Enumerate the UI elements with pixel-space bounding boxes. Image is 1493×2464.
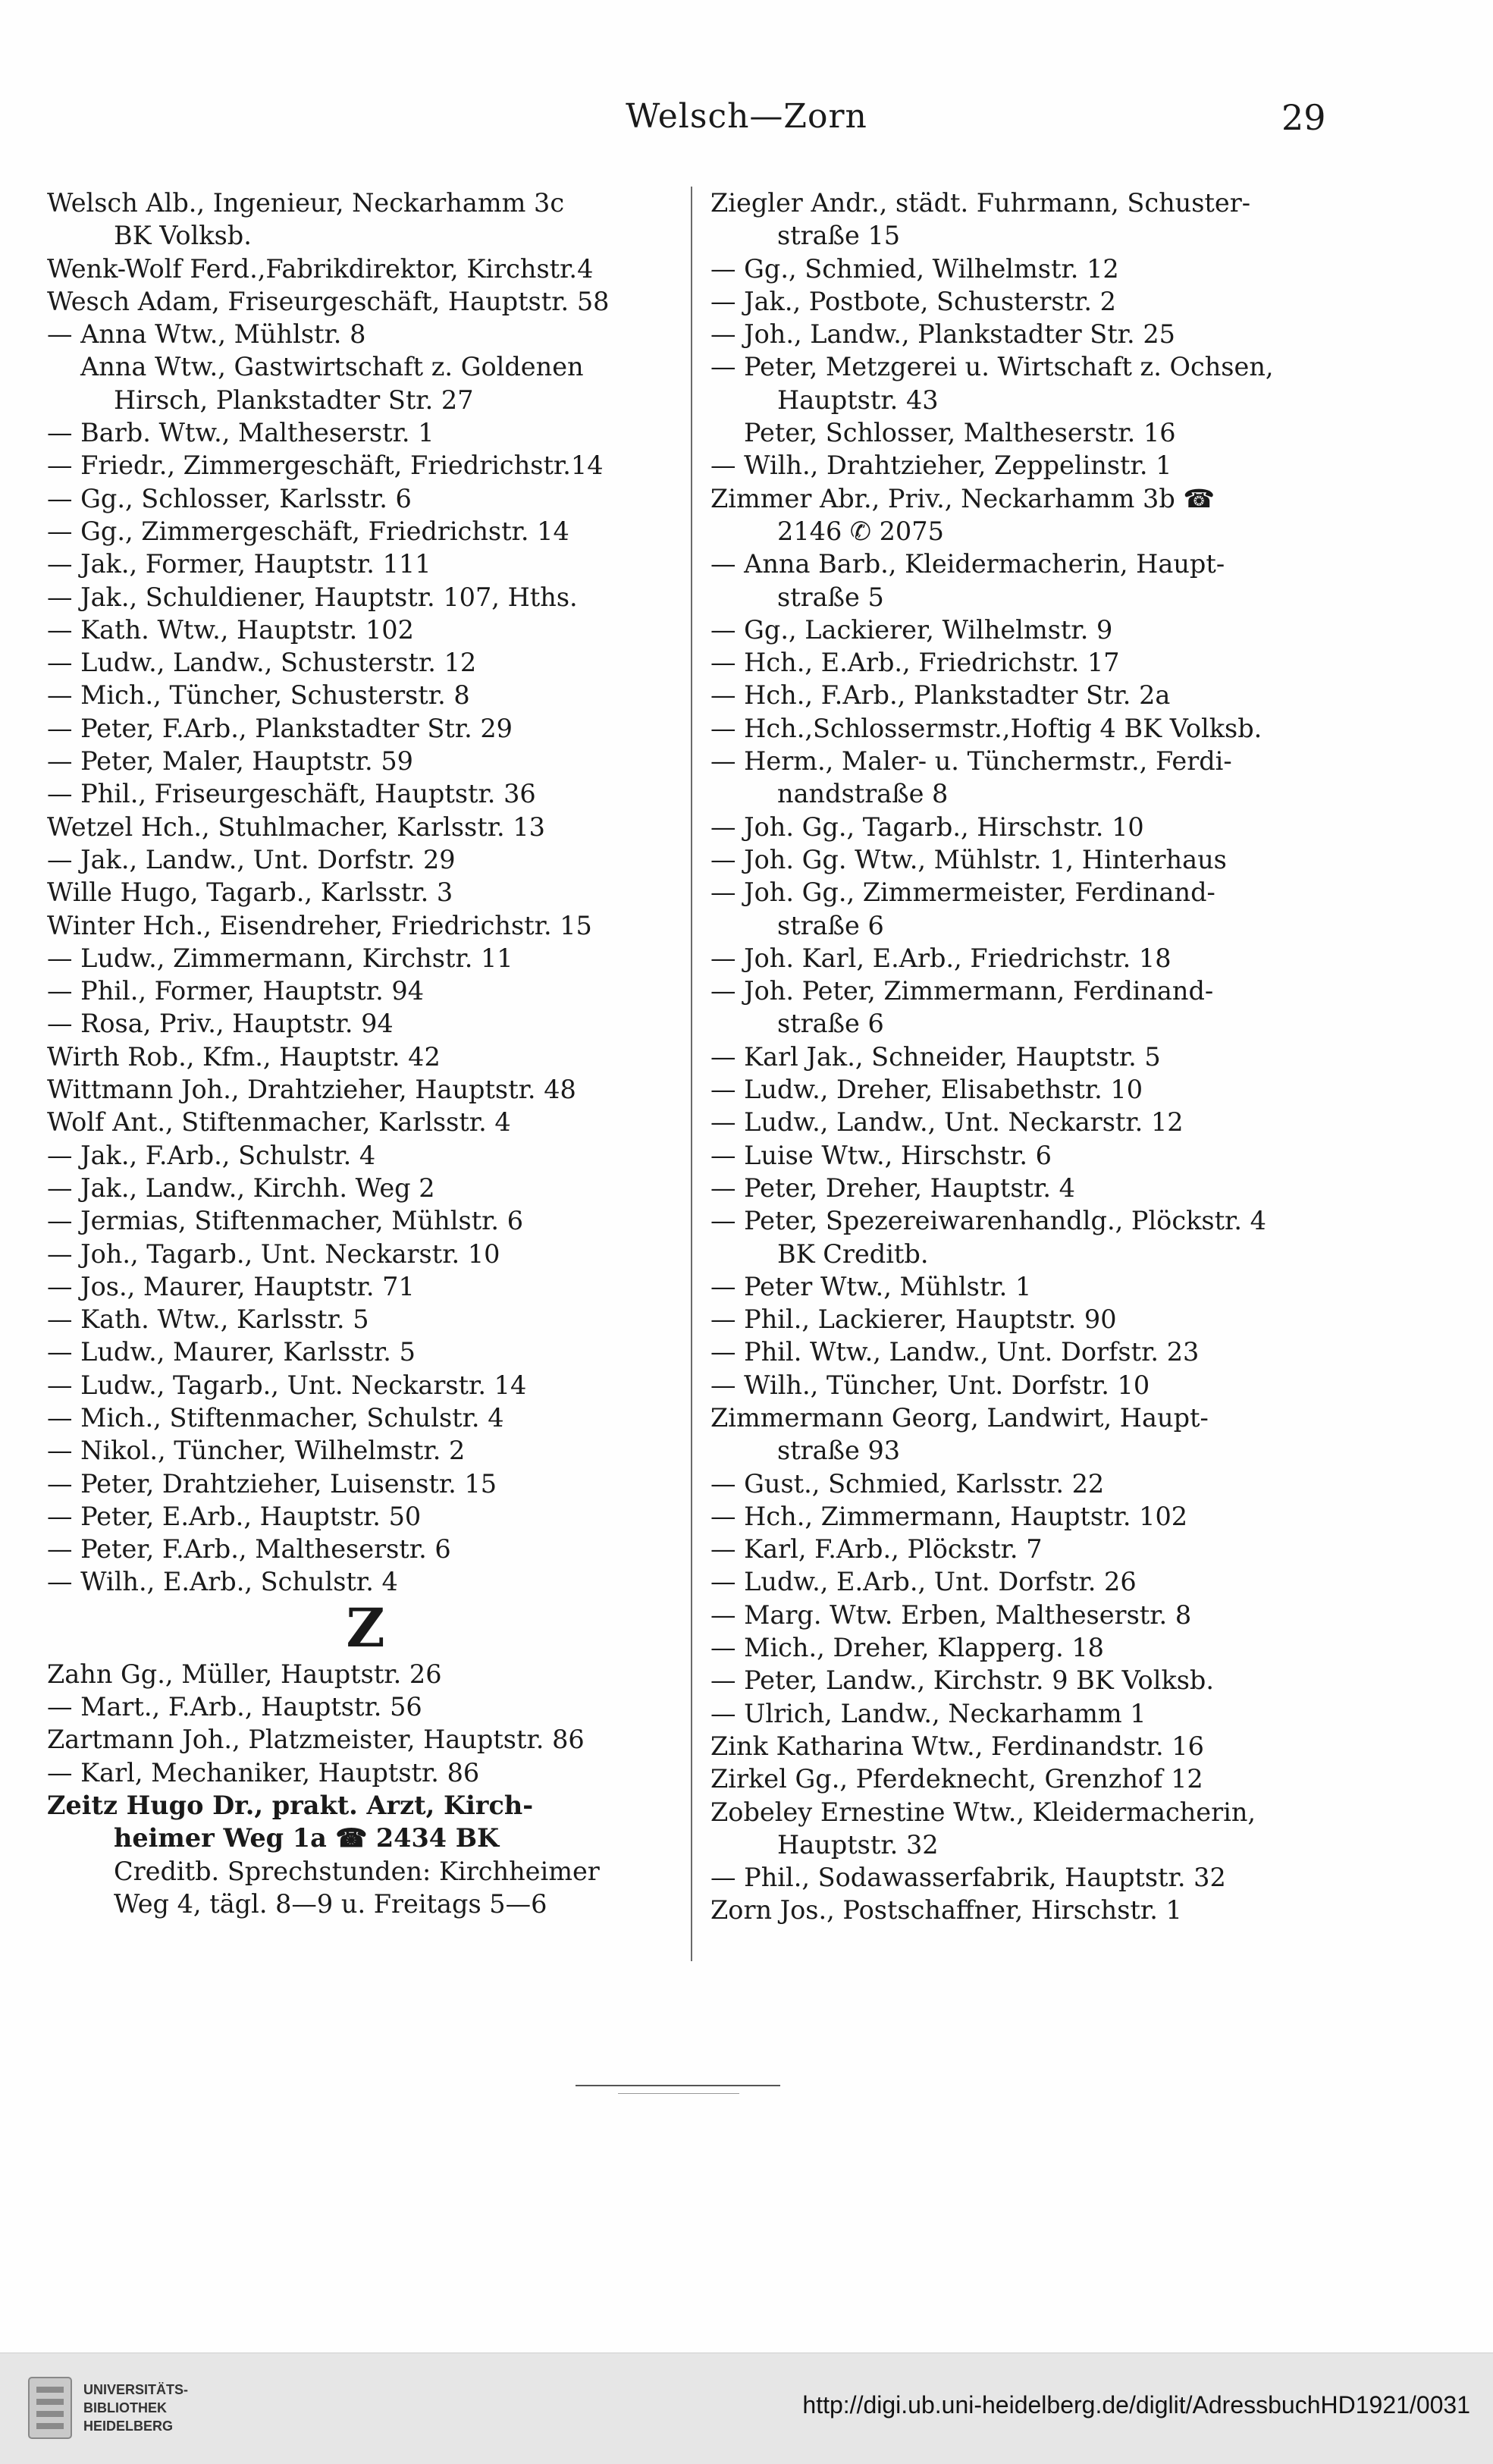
directory-entry: — Peter, E.Arb., Hauptstr. 50 <box>47 1501 422 1531</box>
directory-entry: — Peter, Dreher, Hauptstr. 4 <box>710 1172 1075 1203</box>
directory-entry: — Phil., Sodawasserfabrik, Hauptstr. 32 <box>710 1863 1226 1893</box>
directory-entry: Wolf Ant., Stiftenmacher, Karlsstr. 4 <box>47 1107 511 1138</box>
directory-entry: — Kath. Wtw., Hauptstr. 102 <box>47 614 414 645</box>
directory-entry: — Gust., Schmied, Karlsstr. 22 <box>710 1468 1105 1499</box>
directory-entry: Wenk-Wolf Ferd.,Fabrikdirektor, Kirchstr.4 <box>47 253 594 284</box>
directory-entry: — Karl, F.Arb., Plöckstr. 7 <box>710 1534 1043 1565</box>
directory-entry: — Peter, Drahtzieher, Luisenstr. 15 <box>47 1468 497 1499</box>
directory-entry: Zeitz Hugo Dr., prakt. Arzt, Kirch- <box>47 1790 534 1820</box>
entry-continuation: straße 5 <box>777 582 884 612</box>
directory-entry: — Karl Jak., Schneider, Hauptstr. 5 <box>710 1041 1161 1072</box>
entry-continuation: straße 15 <box>777 221 901 251</box>
directory-entry: — Mich., Stiftenmacher, Schulstr. 4 <box>47 1402 504 1433</box>
directory-entry: — Jak., Landw., Kirchh. Weg 2 <box>47 1172 435 1203</box>
directory-entry: — Rosa, Priv., Hauptstr. 94 <box>47 1009 394 1039</box>
directory-entry: Wetzel Hch., Stuhlmacher, Karlsstr. 13 <box>47 811 545 842</box>
directory-entry: Zirkel Gg., Pferdeknecht, Grenzhof 12 <box>710 1764 1203 1794</box>
entry-continuation: BK Creditb. <box>777 1238 929 1269</box>
directory-entry: — Peter, Maler, Hauptstr. 59 <box>47 746 413 777</box>
directory-entry: Zimmermann Georg, Landwirt, Haupt- <box>710 1402 1209 1433</box>
page-number: 29 <box>1281 97 1326 138</box>
entry-continuation: Weg 4, tägl. 8—9 u. Freitags 5—6 <box>114 1888 547 1919</box>
directory-entry: — Herm., Maler- u. Tünchermstr., Ferdi- <box>710 746 1232 777</box>
entry-continuation: BK Volksb. <box>114 221 252 251</box>
directory-entry: — Hch.,Schlossermstr.,Hoftig 4 BK Volksb. <box>710 713 1262 743</box>
directory-entry: — Joh. Gg. Wtw., Mühlstr. 1, Hinterhaus <box>710 844 1227 874</box>
directory-entry: — Joh. Karl, E.Arb., Friedrichstr. 18 <box>710 943 1172 973</box>
directory-entry: — Peter, Metzgerei u. Wirtschaft z. Ochsen, <box>710 352 1274 382</box>
directory-entry: Wirth Rob., Kfm., Hauptstr. 42 <box>47 1041 441 1072</box>
directory-entry: — Wilh., E.Arb., Schulstr. 4 <box>47 1567 398 1597</box>
directory-entry: — Gg., Lackierer, Wilhelmstr. 9 <box>710 614 1113 645</box>
directory-entry: — Peter, Landw., Kirchstr. 9 BK Volksb. <box>710 1665 1215 1696</box>
directory-entry: — Luise Wtw., Hirschstr. 6 <box>710 1140 1052 1170</box>
directory-entry: — Karl, Mechaniker, Hauptstr. 86 <box>47 1757 480 1788</box>
directory-entry: — Kath. Wtw., Karlsstr. 5 <box>47 1304 369 1335</box>
directory-entry: — Phil. Wtw., Landw., Unt. Dorfstr. 23 <box>710 1337 1200 1367</box>
directory-entry: — Phil., Former, Hauptstr. 94 <box>47 976 425 1006</box>
column-divider <box>691 187 692 1961</box>
directory-entry: — Ulrich, Landw., Neckarhamm 1 <box>710 1698 1146 1728</box>
directory-entry: — Anna Barb., Kleidermacherin, Haupt- <box>710 549 1225 579</box>
directory-entry: — Hch., Zimmermann, Hauptstr. 102 <box>710 1501 1188 1531</box>
directory-entry: — Peter Wtw., Mühlstr. 1 <box>710 1271 1032 1301</box>
entry-continuation: Hauptstr. 43 <box>777 385 939 415</box>
entry-continuation: Creditb. Sprechstunden: Kirchheimer <box>114 1856 600 1886</box>
directory-entry: Wittmann Joh., Drahtzieher, Hauptstr. 48 <box>47 1075 576 1105</box>
directory-entry: — Peter, F.Arb., Plankstadter Str. 29 <box>47 713 513 743</box>
directory-entry: — Jermias, Stiftenmacher, Mühlstr. 6 <box>47 1206 524 1236</box>
directory-entry: — Hch., F.Arb., Plankstadter Str. 2a <box>710 680 1171 711</box>
right-column <box>710 187 1378 1927</box>
directory-entry: — Jak., Landw., Unt. Dorfstr. 29 <box>47 844 456 874</box>
directory-entry: Zobeley Ernestine Wtw., Kleidermacherin, <box>710 1797 1256 1827</box>
directory-entry: — Jak., F.Arb., Schulstr. 4 <box>47 1140 376 1170</box>
end-rule-short <box>618 2093 739 2094</box>
directory-entry: — Barb. Wtw., Maltheserstr. 1 <box>47 418 434 448</box>
directory-entry: — Joh., Tagarb., Unt. Neckarstr. 10 <box>47 1238 500 1269</box>
directory-entry: — Wilh., Tüncher, Unt. Dorfstr. 10 <box>710 1370 1150 1400</box>
directory-entry: Anna Wtw., Gastwirtschaft z. Goldenen <box>80 352 584 382</box>
running-title: Welsch—Zorn <box>626 97 867 136</box>
directory-entry: — Hch., E.Arb., Friedrichstr. 17 <box>710 648 1120 678</box>
directory-entry: — Joh., Landw., Plankstadter Str. 25 <box>710 319 1175 350</box>
directory-entry: — Joh. Peter, Zimmermann, Ferdinand- <box>710 976 1214 1006</box>
directory-entry: — Ludw., Zimmermann, Kirchstr. 11 <box>47 943 513 973</box>
directory-entry: — Gg., Schmied, Wilhelmstr. 12 <box>710 253 1119 284</box>
directory-entry: — Wilh., Drahtzieher, Zeppelinstr. 1 <box>710 450 1172 481</box>
entry-continuation: Hirsch, Plankstadter Str. 27 <box>114 385 474 415</box>
entry-continuation: nandstraße 8 <box>777 779 949 809</box>
library-name <box>83 2381 188 2435</box>
directory-entry: — Peter, Spezereiwarenhandlg., Plöckstr. 4 <box>710 1206 1266 1236</box>
directory-entry: — Mart., F.Arb., Hauptstr. 56 <box>47 1692 422 1722</box>
directory-entry: — Nikol., Tüncher, Wilhelmstr. 2 <box>47 1436 466 1466</box>
entry-continuation: Hauptstr. 32 <box>777 1829 939 1860</box>
end-rule <box>576 2085 780 2086</box>
left-column <box>47 187 707 1920</box>
directory-entry: — Joh. Gg., Zimmermeister, Ferdinand- <box>710 877 1215 908</box>
library-line-1: UNIVERSITÄTS- <box>83 2382 189 2397</box>
directory-entry: — Phil., Lackierer, Hauptstr. 90 <box>710 1304 1117 1335</box>
directory-entry: — Jak., Schuldiener, Hauptstr. 107, Hths. <box>47 582 578 612</box>
directory-entry: — Mich., Dreher, Klapperg. 18 <box>710 1633 1104 1663</box>
directory-entry: — Phil., Friseurgeschäft, Hauptstr. 36 <box>47 779 536 809</box>
entry-continuation: heimer Weg 1a ☎ 2434 BK <box>114 1823 500 1853</box>
directory-entry: Winter Hch., Eisendreher, Friedrichstr. 15 <box>47 910 592 940</box>
directory-entry: Ziegler Andr., städt. Fuhrmann, Schuster- <box>710 188 1251 218</box>
directory-entry: Wesch Adam, Friseurgeschäft, Hauptstr. 58 <box>47 286 610 316</box>
directory-entry: Zorn Jos., Postschaffner, Hirschstr. 1 <box>710 1895 1182 1926</box>
directory-entry: Peter, Schlosser, Maltheserstr. 16 <box>744 418 1176 448</box>
directory-entry: — Ludw., Landw., Schusterstr. 12 <box>47 648 477 678</box>
directory-entry: — Gg., Zimmergeschäft, Friedrichstr. 14 <box>47 516 569 546</box>
directory-entry: — Anna Wtw., Mühlstr. 8 <box>47 319 366 350</box>
directory-entry: — Ludw., Landw., Unt. Neckarstr. 12 <box>710 1107 1184 1138</box>
entry-continuation: straße 93 <box>777 1436 901 1466</box>
directory-entry: — Joh. Gg., Tagarb., Hirschstr. 10 <box>710 811 1144 842</box>
directory-entry: — Gg., Schlosser, Karlsstr. 6 <box>47 483 412 513</box>
directory-entry: — Mich., Tüncher, Schusterstr. 8 <box>47 680 470 711</box>
directory-entry: — Ludw., E.Arb., Unt. Dorfstr. 26 <box>710 1567 1137 1597</box>
footer-bar <box>0 2353 1493 2464</box>
directory-entry: — Marg. Wtw. Erben, Maltheserstr. 8 <box>710 1599 1192 1630</box>
directory-entry: Zimmer Abr., Priv., Neckarhamm 3b ☎ <box>710 483 1215 513</box>
library-line-3: HEIDELBERG <box>83 2418 174 2434</box>
directory-entry: — Peter, F.Arb., Maltheserstr. 6 <box>47 1534 451 1565</box>
directory-entry: — Jak., Postbote, Schusterstr. 2 <box>710 286 1116 316</box>
directory-entry: — Ludw., Tagarb., Unt. Neckarstr. 14 <box>47 1370 527 1400</box>
university-seal-icon <box>27 2376 73 2440</box>
directory-entry: — Ludw., Dreher, Elisabethstr. 10 <box>710 1075 1143 1105</box>
directory-entry: Zahn Gg., Müller, Hauptstr. 26 <box>47 1659 442 1689</box>
source-url-link[interactable]: http://digi.ub.uni-heidelberg.de/diglit/AdressbuchHD1921/0031 <box>802 2391 1470 2418</box>
directory-entry: Wille Hugo, Tagarb., Karlsstr. 3 <box>47 877 453 908</box>
directory-entry: Welsch Alb., Ingenieur, Neckarhamm 3c <box>47 188 565 218</box>
entry-continuation: 2146 ✆ 2075 <box>777 516 944 546</box>
directory-entry: — Friedr., Zimmergeschäft, Friedrichstr.14 <box>47 450 604 481</box>
directory-entry: Zink Katharina Wtw., Ferdinandstr. 16 <box>710 1731 1204 1761</box>
entry-continuation: straße 6 <box>777 910 884 940</box>
directory-entry: — Jos., Maurer, Hauptstr. 71 <box>47 1271 415 1301</box>
directory-entry: — Ludw., Maurer, Karlsstr. 5 <box>47 1337 416 1367</box>
library-line-2: BIBLIOTHEK <box>83 2400 167 2415</box>
section-letter-heading: Z <box>346 1596 385 1659</box>
directory-entry: — Jak., Former, Hauptstr. 111 <box>47 549 431 579</box>
entry-continuation: straße 6 <box>777 1009 884 1039</box>
directory-entry: Zartmann Joh., Platzmeister, Hauptstr. 86 <box>47 1725 585 1755</box>
